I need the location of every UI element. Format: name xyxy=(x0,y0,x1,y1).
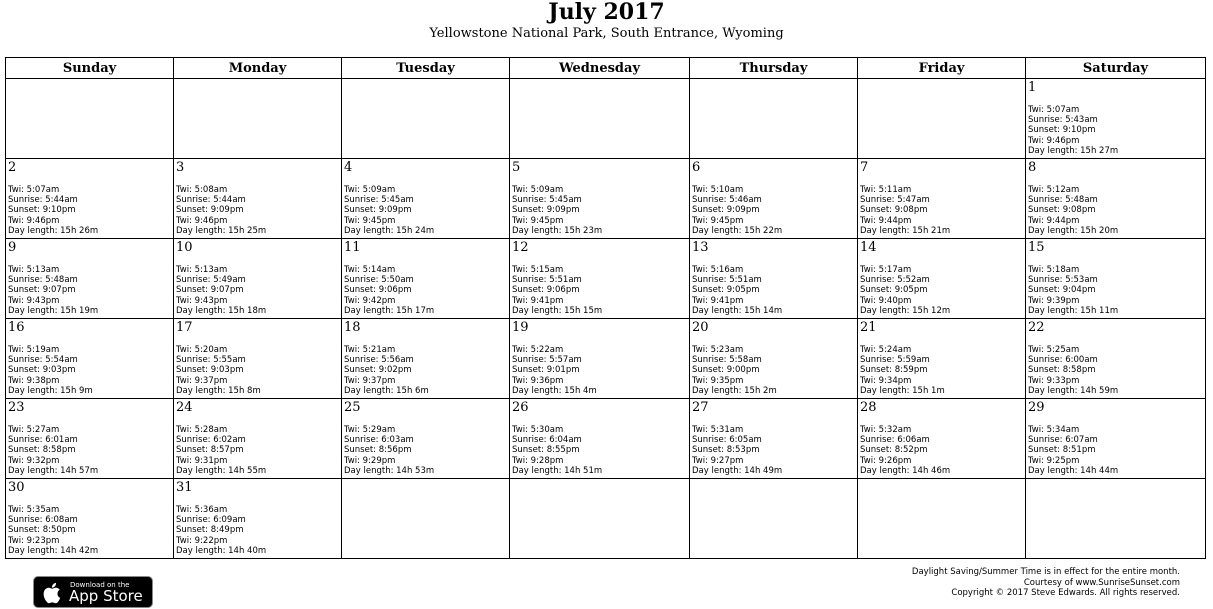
sunrise-time: Sunrise: 5:48am xyxy=(1028,195,1098,206)
weekday-header: Saturday xyxy=(1026,58,1206,79)
weekday-header: Wednesday xyxy=(510,58,690,79)
page-title: July 2017 xyxy=(548,0,665,25)
day-number: 7 xyxy=(860,160,869,175)
day-info xyxy=(8,345,93,396)
twilight-end: Twi: 9:37pm xyxy=(176,375,228,386)
twilight-start: Twi: 5:36am xyxy=(176,504,228,515)
day-cell xyxy=(174,239,342,319)
day-info xyxy=(176,425,266,476)
twilight-end: Twi: 9:44pm xyxy=(1028,215,1080,226)
sunset-time: Sunset: 9:06pm xyxy=(512,285,580,296)
day-number: 2 xyxy=(8,160,17,175)
day-length: Day length: 15h 19m xyxy=(8,305,99,316)
app-store-label: App Store xyxy=(69,587,143,605)
day-length: Day length: 15h 26m xyxy=(8,225,99,236)
twilight-end: Twi: 9:28pm xyxy=(512,455,564,466)
weekday-header: Sunday xyxy=(6,58,174,79)
sunset-time: Sunset: 9:08pm xyxy=(860,205,928,216)
sunset-time: Sunset: 9:06pm xyxy=(344,285,412,296)
twilight-start: Twi: 5:30am xyxy=(512,424,564,435)
day-length: Day length: 14h 42m xyxy=(8,545,99,556)
calendar-grid xyxy=(5,57,1206,559)
day-cell xyxy=(858,399,1026,479)
day-info xyxy=(8,265,98,316)
day-number: 29 xyxy=(1028,400,1045,415)
day-length: Day length: 15h 27m xyxy=(1028,145,1119,156)
sunset-time: Sunset: 8:52pm xyxy=(860,445,928,456)
twilight-end: Twi: 9:42pm xyxy=(344,295,396,306)
day-length: Day length: 15h 9m xyxy=(8,385,93,396)
day-cell xyxy=(858,319,1026,399)
sunset-time: Sunset: 8:53pm xyxy=(692,445,760,456)
twilight-end: Twi: 9:31pm xyxy=(176,455,228,466)
twilight-start: Twi: 5:15am xyxy=(512,264,564,275)
day-length: Day length: 15h 11m xyxy=(1028,305,1119,316)
twilight-end: Twi: 9:23pm xyxy=(8,535,60,546)
day-cell xyxy=(174,319,342,399)
day-number: 4 xyxy=(344,160,353,175)
sunset-time: Sunset: 9:09pm xyxy=(344,205,412,216)
twilight-start: Twi: 5:13am xyxy=(8,264,60,275)
day-number: 15 xyxy=(1028,240,1045,255)
twilight-end: Twi: 9:37pm xyxy=(344,375,396,386)
twilight-start: Twi: 5:29am xyxy=(344,424,396,435)
day-info xyxy=(860,265,950,316)
twilight-end: Twi: 9:45pm xyxy=(512,215,564,226)
empty-day-cell xyxy=(342,479,510,559)
day-number: 14 xyxy=(860,240,877,255)
twilight-end: Twi: 9:22pm xyxy=(176,535,228,546)
day-info xyxy=(1028,105,1118,156)
sunrise-time: Sunrise: 5:55am xyxy=(176,355,246,366)
day-info xyxy=(860,185,950,236)
sunset-time: Sunset: 9:02pm xyxy=(344,365,412,376)
twilight-start: Twi: 5:18am xyxy=(1028,264,1080,275)
sunrise-time: Sunrise: 5:51am xyxy=(692,275,762,286)
twilight-start: Twi: 5:28am xyxy=(176,424,228,435)
sunset-time: Sunset: 8:56pm xyxy=(344,445,412,456)
day-cell xyxy=(342,399,510,479)
twilight-end: Twi: 9:34pm xyxy=(860,375,912,386)
day-info xyxy=(344,425,434,476)
day-cell xyxy=(1026,319,1206,399)
twilight-start: Twi: 5:11am xyxy=(860,184,912,195)
sunset-time: Sunset: 8:49pm xyxy=(176,525,244,536)
dst-note: Daylight Saving/Summer Time is in effect for the entire month. xyxy=(911,567,1180,577)
day-info xyxy=(692,425,782,476)
day-length: Day length: 15h 18m xyxy=(176,305,267,316)
sunrise-time: Sunrise: 5:51am xyxy=(512,275,582,286)
day-length: Day length: 15h 12m xyxy=(860,305,951,316)
sunrise-time: Sunrise: 5:45am xyxy=(512,195,582,206)
twilight-start: Twi: 5:22am xyxy=(512,344,564,355)
twilight-end: Twi: 9:26pm xyxy=(860,455,912,466)
day-info xyxy=(8,505,98,556)
sunset-time: Sunset: 9:10pm xyxy=(1028,125,1096,136)
sunrise-time: Sunrise: 5:50am xyxy=(344,275,414,286)
day-info xyxy=(512,345,597,396)
day-number: 6 xyxy=(692,160,701,175)
sunset-time: Sunset: 8:58pm xyxy=(1028,365,1096,376)
day-length: Day length: 15h 22m xyxy=(692,225,783,236)
day-number: 3 xyxy=(176,160,185,175)
sunrise-time: Sunrise: 5:44am xyxy=(8,195,78,206)
day-cell xyxy=(1026,399,1206,479)
twilight-end: Twi: 9:46pm xyxy=(1028,135,1080,146)
sunrise-time: Sunrise: 6:05am xyxy=(692,435,762,446)
twilight-end: Twi: 9:36pm xyxy=(512,375,564,386)
app-store-badge[interactable] xyxy=(33,576,153,608)
day-length: Day length: 14h 51m xyxy=(512,465,603,476)
day-length: Day length: 15h 23m xyxy=(512,225,603,236)
day-number: 17 xyxy=(176,320,193,335)
day-cell xyxy=(342,159,510,239)
twilight-end: Twi: 9:45pm xyxy=(692,215,744,226)
empty-day-cell xyxy=(1026,479,1206,559)
twilight-end: Twi: 9:43pm xyxy=(176,295,228,306)
week-row xyxy=(6,159,1206,239)
day-number: 11 xyxy=(344,240,361,255)
day-number: 24 xyxy=(176,400,193,415)
day-info xyxy=(512,265,602,316)
twilight-start: Twi: 5:16am xyxy=(692,264,744,275)
twilight-end: Twi: 9:38pm xyxy=(8,375,60,386)
week-row xyxy=(6,79,1206,159)
day-cell xyxy=(858,159,1026,239)
day-cell xyxy=(690,159,858,239)
day-length: Day length: 15h 17m xyxy=(344,305,435,316)
empty-day-cell xyxy=(174,79,342,159)
day-length: Day length: 14h 57m xyxy=(8,465,99,476)
twilight-end: Twi: 9:35pm xyxy=(692,375,744,386)
day-info xyxy=(512,185,602,236)
day-cell xyxy=(342,319,510,399)
sunrise-time: Sunrise: 6:07am xyxy=(1028,435,1098,446)
twilight-start: Twi: 5:09am xyxy=(512,184,564,195)
day-cell xyxy=(6,159,174,239)
sunrise-time: Sunrise: 5:57am xyxy=(512,355,582,366)
day-length: Day length: 15h 6m xyxy=(344,385,429,396)
twilight-end: Twi: 9:44pm xyxy=(860,215,912,226)
day-info xyxy=(692,345,777,396)
day-info xyxy=(1028,265,1118,316)
sunrise-time: Sunrise: 5:58am xyxy=(692,355,762,366)
day-info xyxy=(344,265,434,316)
day-length: Day length: 14h 55m xyxy=(176,465,267,476)
day-cell xyxy=(1026,79,1206,159)
sunrise-time: Sunrise: 5:49am xyxy=(176,275,246,286)
day-cell xyxy=(174,399,342,479)
weekday-header: Monday xyxy=(174,58,342,79)
day-cell xyxy=(6,319,174,399)
twilight-start: Twi: 5:13am xyxy=(176,264,228,275)
day-number: 12 xyxy=(512,240,529,255)
footer xyxy=(912,567,1180,599)
courtesy-link[interactable]: Courtesy of www.SunriseSunset.com xyxy=(1023,577,1180,588)
twilight-start: Twi: 5:35am xyxy=(8,504,60,515)
sunset-time: Sunset: 9:10pm xyxy=(8,205,76,216)
day-cell xyxy=(1026,159,1206,239)
day-cell xyxy=(1026,239,1206,319)
day-info xyxy=(1028,345,1118,396)
day-number: 9 xyxy=(8,240,17,255)
day-cell xyxy=(690,319,858,399)
sunrise-time: Sunrise: 6:04am xyxy=(512,435,582,446)
day-number: 22 xyxy=(1028,320,1045,335)
sunset-time: Sunset: 9:04pm xyxy=(1028,285,1096,296)
day-info xyxy=(176,345,261,396)
twilight-start: Twi: 5:14am xyxy=(344,264,396,275)
day-info xyxy=(176,185,266,236)
day-length: Day length: 15h 1m xyxy=(860,385,945,396)
twilight-start: Twi: 5:08am xyxy=(176,184,228,195)
empty-day-cell xyxy=(858,479,1026,559)
sunrise-time: Sunrise: 5:53am xyxy=(1028,275,1098,286)
week-row xyxy=(6,239,1206,319)
week-row xyxy=(6,399,1206,479)
day-info xyxy=(1028,425,1118,476)
sunset-time: Sunset: 9:09pm xyxy=(692,205,760,216)
twilight-start: Twi: 5:17am xyxy=(860,264,912,275)
day-info xyxy=(860,425,950,476)
day-info xyxy=(860,345,945,396)
twilight-start: Twi: 5:07am xyxy=(1028,104,1080,115)
twilight-start: Twi: 5:23am xyxy=(692,344,744,355)
day-number: 16 xyxy=(8,320,25,335)
twilight-end: Twi: 9:43pm xyxy=(8,295,60,306)
twilight-start: Twi: 5:10am xyxy=(692,184,744,195)
sunset-time: Sunset: 9:07pm xyxy=(8,285,76,296)
sunset-time: Sunset: 9:07pm xyxy=(176,285,244,296)
day-number: 25 xyxy=(344,400,361,415)
day-length: Day length: 15h 15m xyxy=(512,305,603,316)
sunset-time: Sunset: 8:55pm xyxy=(512,445,580,456)
day-length: Day length: 14h 40m xyxy=(176,545,267,556)
twilight-start: Twi: 5:34am xyxy=(1028,424,1080,435)
sunrise-time: Sunrise: 5:54am xyxy=(8,355,78,366)
twilight-end: Twi: 9:46pm xyxy=(8,215,60,226)
sunrise-time: Sunrise: 6:09am xyxy=(176,515,246,526)
day-info xyxy=(176,265,266,316)
twilight-start: Twi: 5:25am xyxy=(1028,344,1080,355)
weekday-header-row xyxy=(6,58,1206,79)
day-number: 8 xyxy=(1028,160,1037,175)
day-length: Day length: 15h 21m xyxy=(860,225,951,236)
day-cell xyxy=(510,319,690,399)
sunset-time: Sunset: 9:03pm xyxy=(8,365,76,376)
sunrise-time: Sunrise: 5:56am xyxy=(344,355,414,366)
day-info xyxy=(692,185,782,236)
day-number: 30 xyxy=(8,480,25,495)
empty-day-cell xyxy=(510,479,690,559)
sunrise-time: Sunrise: 6:03am xyxy=(344,435,414,446)
sunrise-time: Sunrise: 5:46am xyxy=(692,195,762,206)
twilight-start: Twi: 5:31am xyxy=(692,424,744,435)
day-number: 27 xyxy=(692,400,709,415)
day-cell xyxy=(510,399,690,479)
day-number: 23 xyxy=(8,400,25,415)
day-length: Day length: 15h 24m xyxy=(344,225,435,236)
empty-day-cell xyxy=(858,79,1026,159)
twilight-end: Twi: 9:39pm xyxy=(1028,295,1080,306)
day-length: Day length: 14h 53m xyxy=(344,465,435,476)
sunrise-time: Sunrise: 6:06am xyxy=(860,435,930,446)
day-info xyxy=(692,265,782,316)
day-length: Day length: 14h 46m xyxy=(860,465,951,476)
sunset-time: Sunset: 8:59pm xyxy=(860,365,928,376)
day-cell xyxy=(6,239,174,319)
day-length: Day length: 15h 8m xyxy=(176,385,261,396)
twilight-end: Twi: 9:25pm xyxy=(1028,455,1080,466)
sunrise-time: Sunrise: 6:08am xyxy=(8,515,78,526)
twilight-start: Twi: 5:24am xyxy=(860,344,912,355)
day-length: Day length: 15h 4m xyxy=(512,385,597,396)
day-cell xyxy=(690,399,858,479)
twilight-end: Twi: 9:46pm xyxy=(176,215,228,226)
weekday-header: Thursday xyxy=(690,58,858,79)
day-number: 19 xyxy=(512,320,529,335)
day-number: 10 xyxy=(176,240,193,255)
day-cell xyxy=(690,239,858,319)
day-cell xyxy=(858,239,1026,319)
sunset-time: Sunset: 9:01pm xyxy=(512,365,580,376)
day-number: 20 xyxy=(692,320,709,335)
sunset-time: Sunset: 8:51pm xyxy=(1028,445,1096,456)
day-cell xyxy=(6,399,174,479)
day-info xyxy=(512,425,602,476)
twilight-start: Twi: 5:19am xyxy=(8,344,60,355)
sunset-time: Sunset: 9:09pm xyxy=(176,205,244,216)
day-cell xyxy=(174,479,342,559)
day-number: 5 xyxy=(512,160,521,175)
twilight-start: Twi: 5:32am xyxy=(860,424,912,435)
twilight-end: Twi: 9:40pm xyxy=(860,295,912,306)
day-number: 13 xyxy=(692,240,709,255)
twilight-end: Twi: 9:32pm xyxy=(8,455,60,466)
copyright: Copyright © 2017 Steve Edwards. All rights reserved. xyxy=(951,588,1180,598)
twilight-end: Twi: 9:41pm xyxy=(692,295,744,306)
day-info xyxy=(344,345,429,396)
sunrise-time: Sunrise: 6:02am xyxy=(176,435,246,446)
week-row xyxy=(6,319,1206,399)
sunset-time: Sunset: 9:08pm xyxy=(1028,205,1096,216)
twilight-start: Twi: 5:12am xyxy=(1028,184,1080,195)
twilight-start: Twi: 5:27am xyxy=(8,424,60,435)
apple-icon xyxy=(41,581,61,605)
day-cell xyxy=(342,239,510,319)
sunrise-time: Sunrise: 6:01am xyxy=(8,435,78,446)
week-row xyxy=(6,479,1206,559)
sunrise-time: Sunrise: 5:45am xyxy=(344,195,414,206)
day-length: Day length: 15h 20m xyxy=(1028,225,1119,236)
sunset-time: Sunset: 9:09pm xyxy=(512,205,580,216)
day-cell xyxy=(6,479,174,559)
sunset-time: Sunset: 9:03pm xyxy=(176,365,244,376)
sunset-time: Sunset: 9:00pm xyxy=(692,365,760,376)
day-cell xyxy=(174,159,342,239)
weekday-header: Friday xyxy=(858,58,1026,79)
sunrise-time: Sunrise: 5:52am xyxy=(860,275,930,286)
day-length: Day length: 15h 25m xyxy=(176,225,267,236)
empty-day-cell xyxy=(510,79,690,159)
sunset-time: Sunset: 8:50pm xyxy=(8,525,76,536)
sunset-time: Sunset: 9:05pm xyxy=(860,285,928,296)
sunset-time: Sunset: 8:57pm xyxy=(176,445,244,456)
sunset-time: Sunset: 8:58pm xyxy=(8,445,76,456)
twilight-start: Twi: 5:21am xyxy=(344,344,396,355)
day-length: Day length: 14h 44m xyxy=(1028,465,1119,476)
day-number: 1 xyxy=(1028,80,1037,95)
sunrise-time: Sunrise: 5:44am xyxy=(176,195,246,206)
day-number: 18 xyxy=(344,320,361,335)
twilight-end: Twi: 9:33pm xyxy=(1028,375,1080,386)
empty-day-cell xyxy=(6,79,174,159)
day-number: 26 xyxy=(512,400,529,415)
twilight-end: Twi: 9:41pm xyxy=(512,295,564,306)
day-length: Day length: 15h 2m xyxy=(692,385,777,396)
day-info xyxy=(8,185,98,236)
empty-day-cell xyxy=(342,79,510,159)
app-store-caption: Download on the xyxy=(70,581,130,589)
day-info xyxy=(344,185,434,236)
twilight-end: Twi: 9:29pm xyxy=(344,455,396,466)
sunset-time: Sunset: 9:05pm xyxy=(692,285,760,296)
day-info xyxy=(8,425,98,476)
sunrise-time: Sunrise: 6:00am xyxy=(1028,355,1098,366)
sunrise-time: Sunrise: 5:47am xyxy=(860,195,930,206)
day-cell xyxy=(510,159,690,239)
location-subtitle: Yellowstone National Park, South Entrance, Wyoming xyxy=(429,26,784,41)
sunrise-time: Sunrise: 5:59am xyxy=(860,355,930,366)
empty-day-cell xyxy=(690,479,858,559)
twilight-end: Twi: 9:27pm xyxy=(692,455,744,466)
day-length: Day length: 14h 59m xyxy=(1028,385,1119,396)
twilight-start: Twi: 5:09am xyxy=(344,184,396,195)
weekday-header: Tuesday xyxy=(342,58,510,79)
sunrise-time: Sunrise: 5:48am xyxy=(8,275,78,286)
day-number: 31 xyxy=(176,480,193,495)
day-cell xyxy=(510,239,690,319)
twilight-end: Twi: 9:45pm xyxy=(344,215,396,226)
twilight-start: Twi: 5:07am xyxy=(8,184,60,195)
day-length: Day length: 14h 49m xyxy=(692,465,783,476)
day-info xyxy=(176,505,266,556)
day-number: 21 xyxy=(860,320,877,335)
day-number: 28 xyxy=(860,400,877,415)
day-info xyxy=(1028,185,1118,236)
twilight-start: Twi: 5:20am xyxy=(176,344,228,355)
sunrise-time: Sunrise: 5:43am xyxy=(1028,115,1098,126)
empty-day-cell xyxy=(690,79,858,159)
day-length: Day length: 15h 14m xyxy=(692,305,783,316)
